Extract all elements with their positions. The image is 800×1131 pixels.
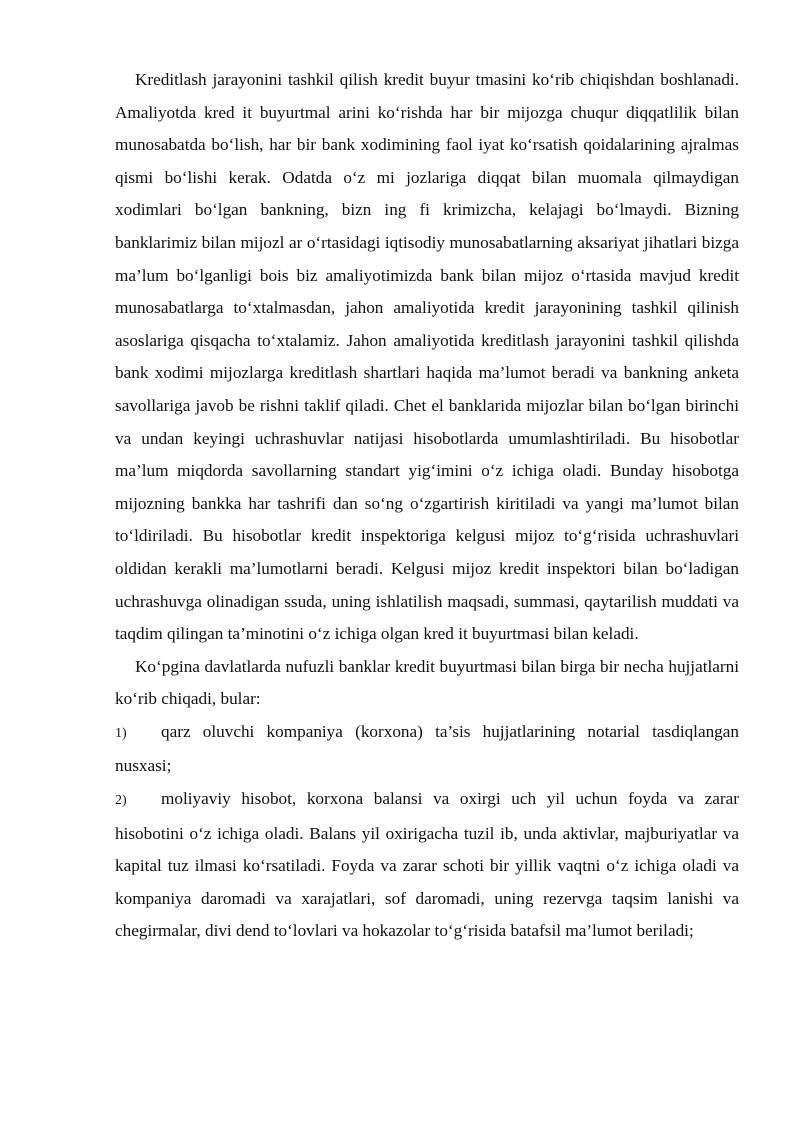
paragraph-credit-process: Kreditlash jarayonini tashkil qilish kredit buyur tmasini ko‘rib chiqishdan boshlanadi. Amaliyotda kred it buyurtmal arini ko‘rishda har bir mijozga chuqur diqqatlilik bilan munosabatda bo‘lish, har bir bank xodimining faol iyat ko‘rsatish qoidalarining ajralmas qismi bo‘lishi kerak. Odatda o‘z mi jozlariga diqqat bilan muomala qilmaydigan xodimlari bo‘lgan bankning, bizn ing fi krimizcha, kelajagi bo‘lmaydi. Bizning banklarimiz bilan mijozl ar o‘rtasidagi iqtisodiy munosabatlarning aksariyat jihatlari bizga ma’lum bo‘lganligi bois biz amaliyotimizda bank bilan mijoz o‘rtasida mavjud kredit munosabatlarga to‘xtalmasdan, jahon amaliyotida kredit jarayonining tashkil qilinish asoslariga qisqacha to‘xtalamiz. Jahon amaliyotida kreditlash jarayonini tashkil qilishda bank xodimi mijozlarga kreditlash shartlari haqida ma’lumot beradi va bankning anketa savollariga javob be rishni taklif qiladi. Chet el banklarida mijozlar bilan bo‘lgan birinchi va undan keyingi uchrashuvlar natijasi hisobotlarda umumlashtiriladi. Bu hisobotlar ma’lum miqdorda savollarning standart yig‘imini o‘z ichiga oladi. Bunday hisobotga mijozning bankka har tashrifi dan so‘ng o‘zgartirish kiritiladi va yangi ma’lumot bilan to‘ldiriladi. Bu hisobotlar kredit inspektoriga kelgusi mijoz to‘g‘risida uchrashuvlari oldidan kerakli ma’lumotlarni beradi. Kelgusi mijoz kredit inspektori bilan bo‘ladigan uchrashuvga olinadigan ssuda, uning ishlatilish maqsadi, summasi, qaytarilish muddati va taqdim qilingan ta’minotini o‘z ichiga olgan kred it buyurtmasi bilan keladi. [115, 70, 739, 644]
list-item-text: moliyaviy hisobot, korxona balansi va oxirgi uch yil uchun foyda va zarar hisobotini o‘z ichiga oladi. Balans yil oxirigacha tuzil ib, unda aktivlar, majburiyatlar va kapital tuz ilmasi ko‘rsatiladi. Foyda va zarar schoti bir yillik vaqtni o‘z ichiga oladi va kompaniya daromadi va xarajatlari, sof daromadi, uning rezervga taqsim lanishi va chegirmalar, divi dend to‘lovlari va hokazolar to‘g‘risida batafsil ma’lumot beriladi; [115, 789, 739, 941]
document-page [115, 64, 739, 948]
list-item [115, 783, 739, 948]
list-item-number: 1) [115, 725, 127, 741]
list-item-number: 2) [115, 793, 127, 809]
paragraph-documents-intro: Ko‘pgina davlatlarda nufuzli banklar kredit buyurtmasi bilan birga bir necha hujjatlarni ko‘rib chiqadi, bular: [115, 656, 739, 709]
list-item-text: qarz oluvchi kompaniya (korxona) ta’sis hujjatlarining notarial tasdiqlangan nusxasi; [115, 721, 739, 776]
list-item [115, 716, 739, 783]
